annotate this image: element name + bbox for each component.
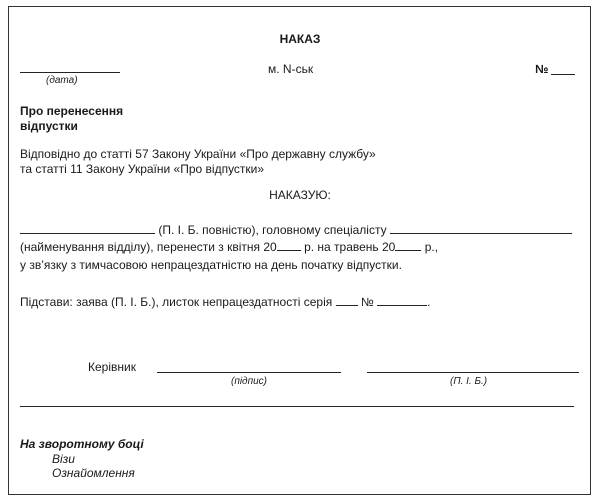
body-p2-mid: р. на травень 20	[304, 240, 396, 254]
reverse-heading: На зворотному боці	[20, 437, 144, 451]
body-line-3: у зв’язку з тимчасовою непрацездатністю на день початку відпустки.	[20, 258, 402, 272]
signature-role: Керівник	[88, 360, 136, 374]
grounds-number-label: №	[360, 295, 374, 309]
body-p2-end: р.,	[424, 240, 439, 254]
april-year-blank	[277, 239, 301, 251]
full-name-blank	[20, 222, 155, 234]
number-label: №	[535, 62, 549, 76]
series-blank	[336, 294, 358, 306]
subject-line-1: Про перенесення	[20, 104, 124, 118]
body-line-2	[20, 239, 438, 254]
basis-line-2: та статті 11 Закону України «Про відпустки»	[20, 162, 265, 176]
name-line	[367, 372, 579, 373]
order-word: НАКАЗУЮ:	[269, 188, 331, 202]
specialist-name-blank	[390, 222, 572, 234]
separator-line	[20, 406, 574, 407]
body-p2-start: (найменування відділу), перенести з квітня 20	[20, 240, 277, 254]
reverse-item-acknowledgement: Ознайомлення	[52, 466, 135, 480]
date-line	[20, 72, 120, 73]
grounds-start: Підстави: заява (П. І. Б.), листок непрацездатності серія	[20, 295, 333, 309]
date-caption: (дата)	[46, 75, 78, 86]
signature-line	[157, 372, 341, 373]
signature-caption: (підпис)	[231, 376, 267, 387]
page-title: НАКАЗ	[279, 32, 321, 46]
may-year-blank	[395, 239, 421, 251]
number-line	[551, 74, 575, 75]
body-p1-text: (П. І. Б. повністю), головному спеціалісту	[158, 223, 387, 237]
grounds-end: .	[427, 295, 431, 309]
certificate-number-blank	[377, 294, 427, 306]
grounds-line	[20, 294, 430, 309]
reverse-item-visas: Візи	[52, 452, 75, 466]
name-caption: (П. І. Б.)	[450, 376, 488, 387]
body-line-1	[20, 222, 572, 237]
subject-line-2: відпустки	[20, 119, 78, 133]
basis-line-1: Відповідно до статті 57 Закону України «Про державну службу»	[20, 147, 376, 161]
city-label: м. N-ськ	[268, 62, 314, 76]
